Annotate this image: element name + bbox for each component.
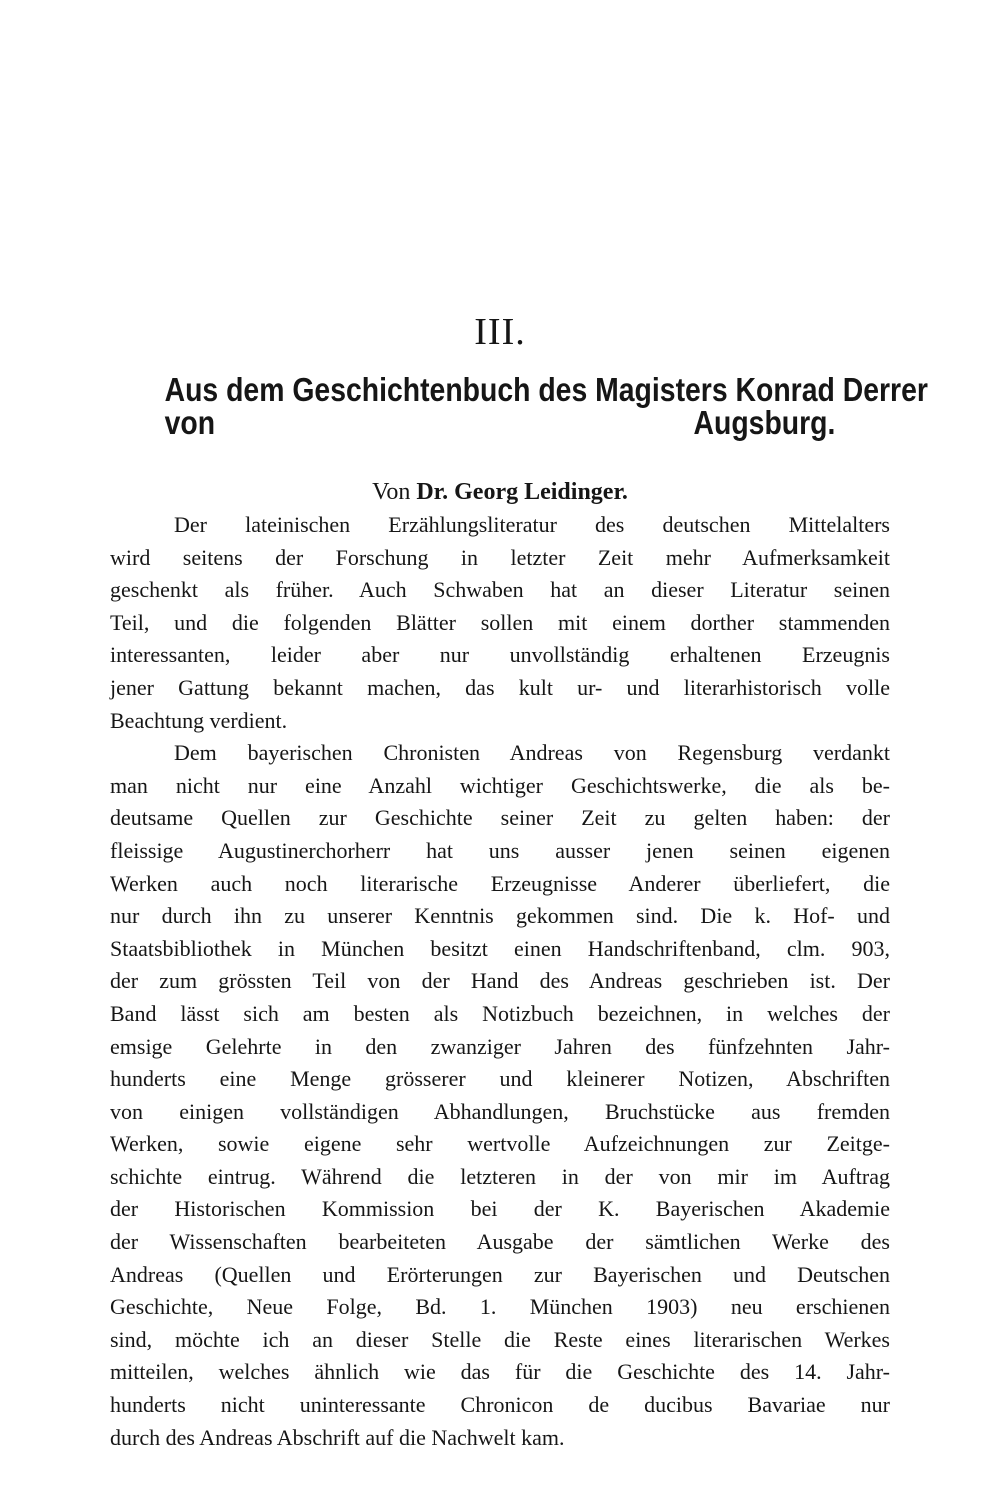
text-line: Werken, sowie eigene sehr wertvolle Aufzeichnungen zur Zeitge- bbox=[110, 1131, 890, 1157]
text-line: sind, möchte ich an dieser Stelle die Reste eines literarischen Werkes bbox=[110, 1326, 890, 1352]
paragraph bbox=[110, 737, 890, 1454]
text-line: Geschichte, Neue Folge, Bd. 1. München 1903) neu erschienen bbox=[110, 1294, 890, 1320]
chapter-number: III. bbox=[474, 311, 526, 353]
text-line: Teil, und die folgenden Blätter sollen mit einem dorther stammenden bbox=[110, 609, 890, 635]
text-line: schichte eintrug. Während die letzteren in der von mir im Auftrag bbox=[110, 1163, 890, 1189]
text-line: deutsame Quellen zur Geschichte seiner Zeit zu gelten haben: der bbox=[110, 805, 890, 831]
text-line: Band lässt sich am besten als Notizbuch bezeichnen, in welches der bbox=[110, 1000, 890, 1026]
title-line: Aus dem Geschichtenbuch des Magisters Konrad Derrer bbox=[164, 371, 928, 408]
text-line: wird seitens der Forschung in letzter Zeit mehr Aufmerksamkeit bbox=[110, 544, 890, 570]
article-title bbox=[164, 371, 928, 441]
text-line: der zum grössten Teil von der Hand des Andreas geschrieben ist. Der bbox=[110, 968, 890, 994]
text-line: mitteilen, welches ähnlich wie das für die Geschichte des 14. Jahr- bbox=[110, 1359, 890, 1385]
text-line: Dem bayerischen Chronisten Andreas von Regensburg verdankt bbox=[174, 740, 890, 766]
text-line: man nicht nur eine Anzahl wichtiger Geschichtswerke, die als be- bbox=[110, 772, 890, 798]
text-line: geschenkt als früher. Auch Schwaben hat an dieser Literatur seinen bbox=[110, 577, 890, 603]
text-line: emsige Gelehrte in den zwanziger Jahren des fünfzehnten Jahr- bbox=[110, 1033, 890, 1059]
text-line: Werken auch noch literarische Erzeugnisse Anderer überliefert, die bbox=[110, 870, 890, 896]
text-line: jener Gattung bekannt machen, das kult ur- und literarhistorisch volle bbox=[110, 674, 890, 700]
text-line: nur durch ihn zu unserer Kenntnis gekommen sind. Die k. Hof- und bbox=[110, 903, 890, 929]
author-name: Dr. Georg Leidinger. bbox=[416, 479, 628, 505]
text-line: durch des Andreas Abschrift auf die Nachwelt kam. bbox=[110, 1424, 565, 1450]
text-line: von einigen vollständigen Abhandlungen, Bruchstücke aus fremden bbox=[110, 1098, 890, 1124]
text-line: fleissige Augustinerchorherr hat uns ausser jenen seinen eigenen bbox=[110, 837, 890, 863]
text-line: der Wissenschaften bearbeiteten Ausgabe der sämtlichen Werke des bbox=[110, 1229, 890, 1255]
text-line: Andreas (Quellen und Erörterungen zur Bayerischen und Deutschen bbox=[110, 1261, 890, 1287]
text-line: hunderts eine Menge grösserer und kleinerer Notizen, Abschriften bbox=[110, 1066, 890, 1092]
body-text bbox=[110, 509, 890, 1454]
paragraph bbox=[110, 509, 890, 737]
text-line: interessanten, leider aber nur unvollständig erhaltenen Erzeugnis bbox=[110, 642, 890, 668]
text-line: Staatsbibliothek in München besitzt einen Handschriftenband, clm. 903, bbox=[110, 935, 890, 961]
text-line: Der lateinischen Erzählungsliteratur des deutschen Mittelalters bbox=[174, 512, 890, 537]
byline bbox=[0, 472, 1000, 512]
text-line: hunderts nicht uninteressante Chronicon de ducibus Bavariae nur bbox=[110, 1392, 890, 1418]
text-line: Beachtung verdient. bbox=[110, 707, 288, 733]
byline-prefix: Von bbox=[372, 479, 411, 505]
title-line: von Augsburg. bbox=[164, 403, 836, 441]
text-line: der Historischen Kommission bei der K. Bayerischen Akademie bbox=[110, 1196, 890, 1222]
